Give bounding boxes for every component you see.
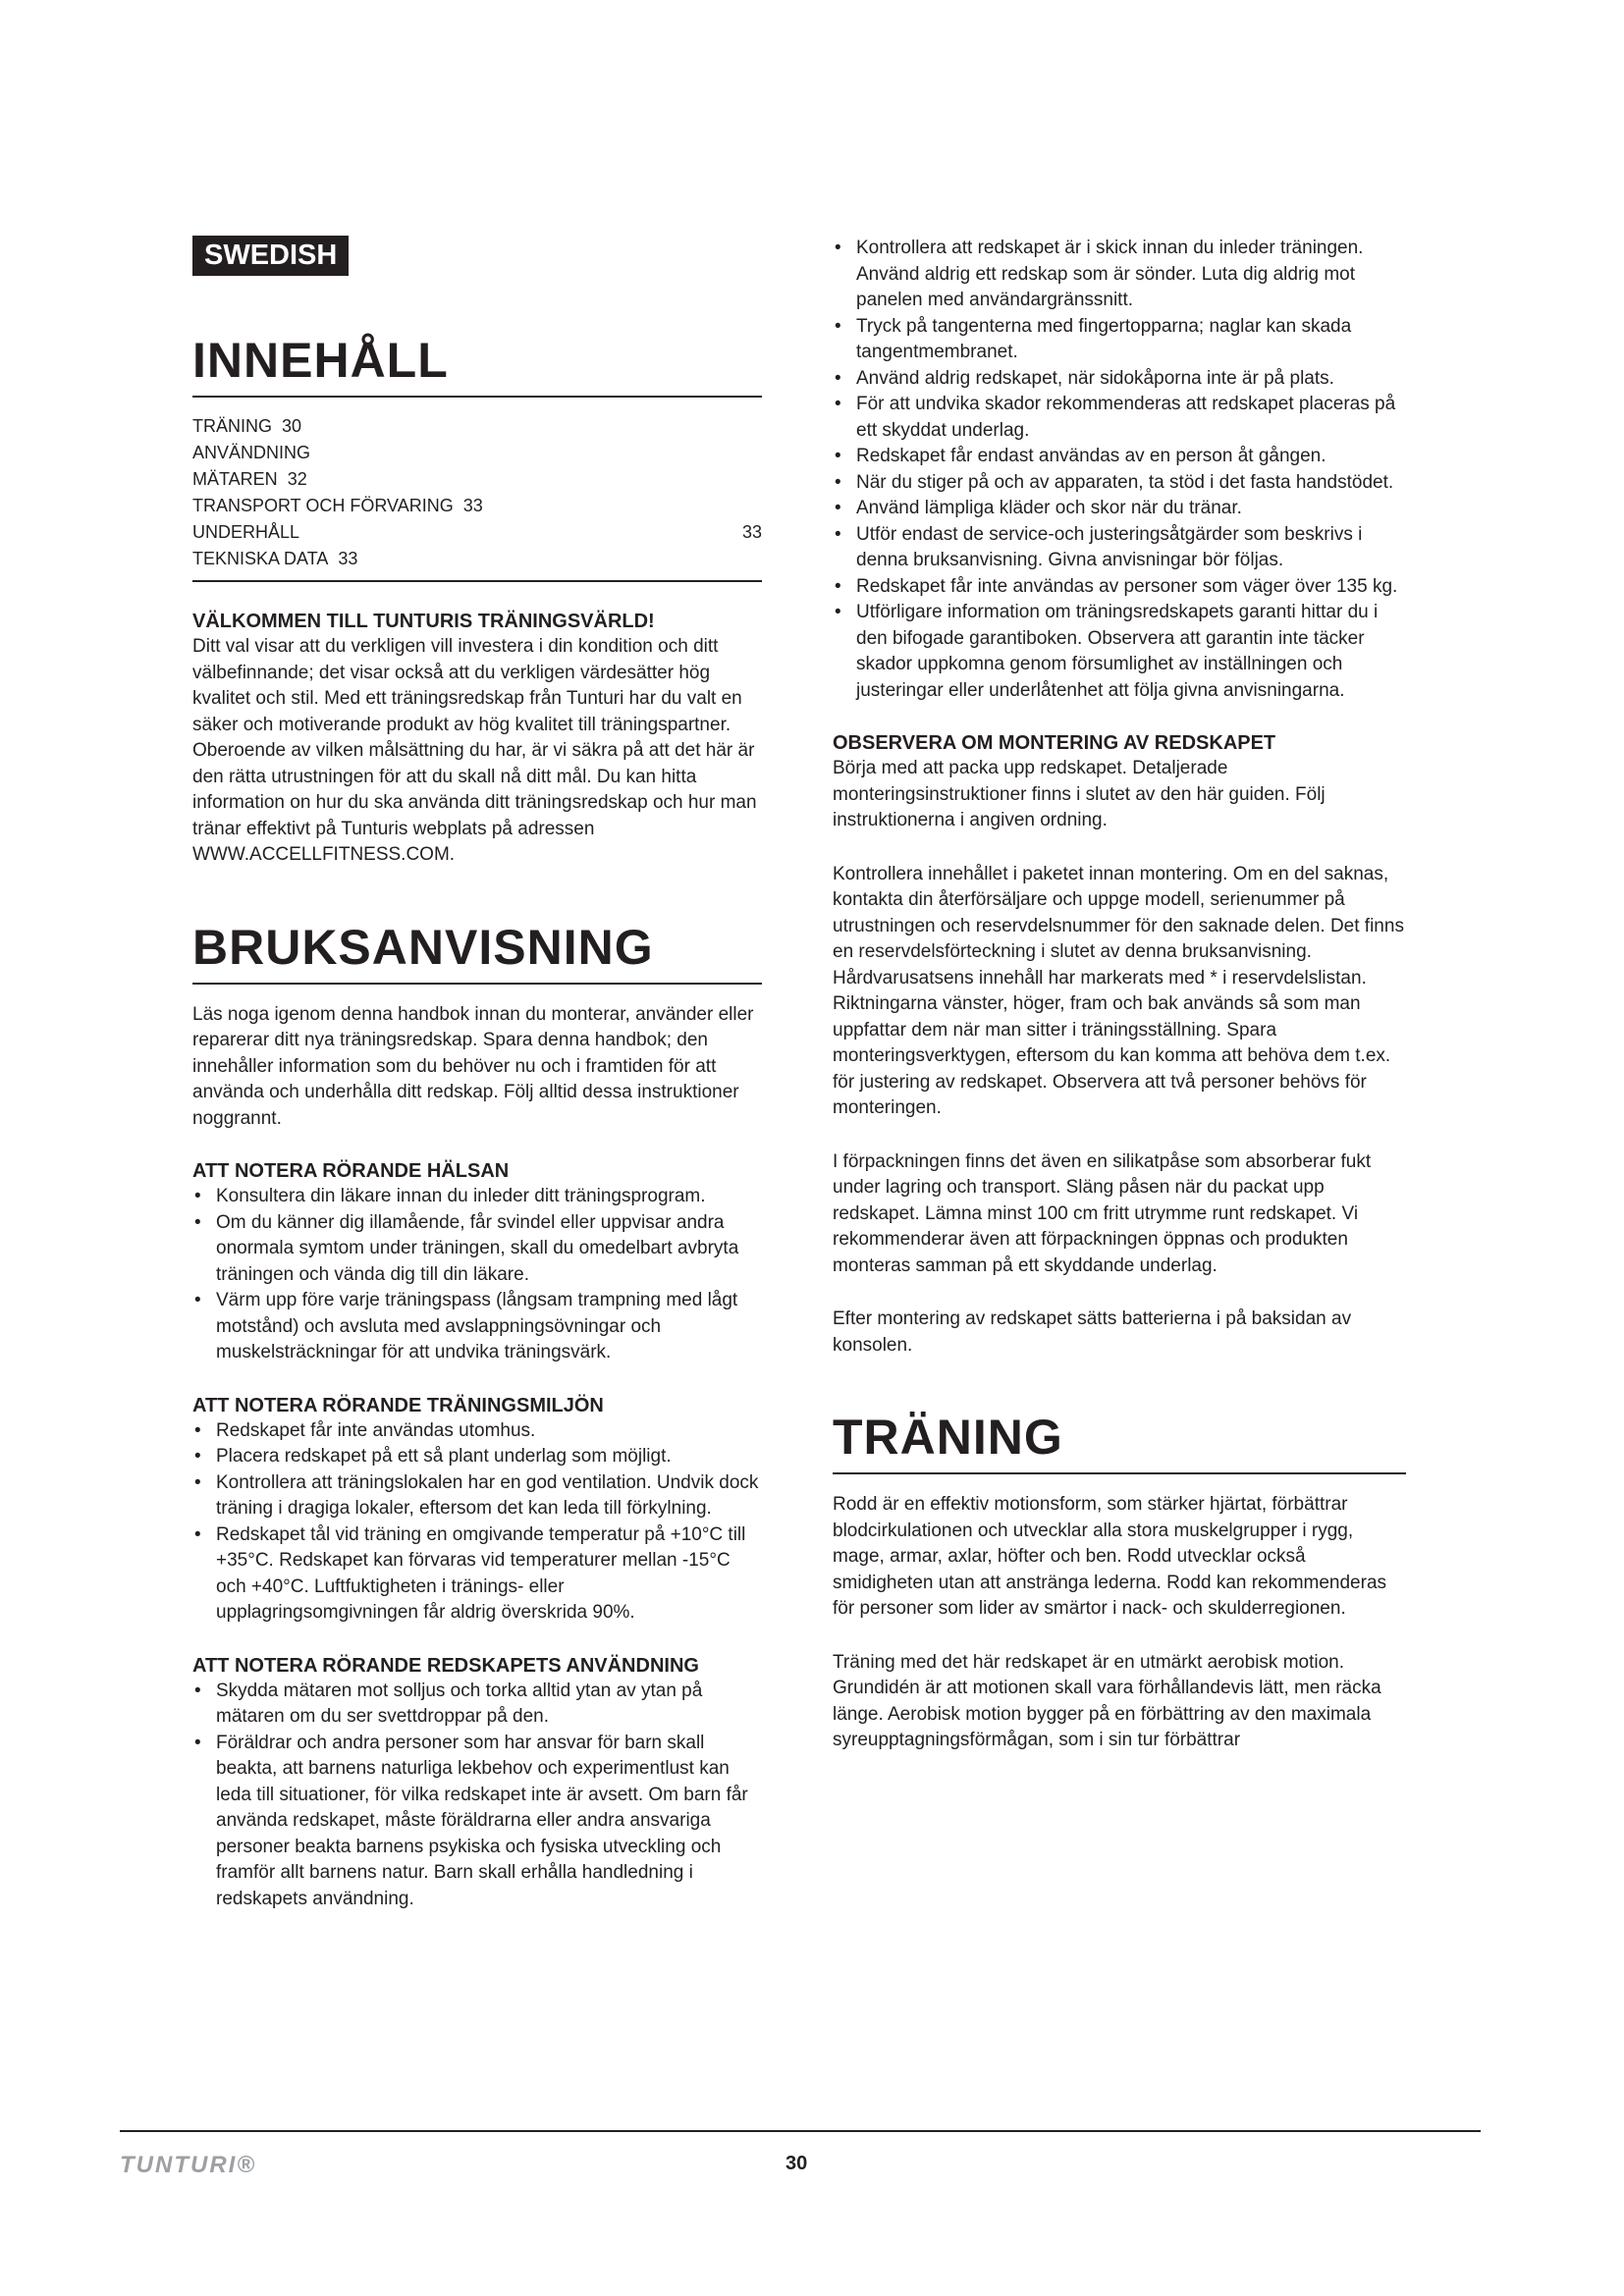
language-tag: SWEDISH (192, 236, 349, 276)
list-item: • Tryck på tangenterna med fingertopparna; naglar kan skada tangentmembranet. (833, 314, 1406, 366)
list-item: • När du stiger på och av apparaten, ta stöd i det fasta handstödet. (833, 470, 1406, 497)
welcome-heading: VÄLKOMMEN TILL TUNTURIS TRÄNINGSVÄRLD! (192, 611, 655, 632)
list-item: • Redskapet får inte användas av personer som väger över 135 kg. (833, 574, 1406, 601)
right-column (833, 236, 1406, 1754)
environment-list (192, 1418, 762, 1627)
list-item: • Skydda mätaren mot solljus och torka alltid ytan av ytan på mätaren om du ser svettdroppar på den. (192, 1679, 762, 1731)
contents-title: INNEHÅLL (192, 333, 762, 398)
list-item: • Utförligare information om träningsredskapets garanti hittar du i den bifogade garantiboken. Observera att garantin inte täcker skador uppkomna genom försumlighet av inställningen och justeringar eller underlåtenhet att följa givna anvisningarna. (833, 600, 1406, 704)
list-item: • Kontrollera att redskapet är i skick innan du inleder träningen. Använd aldrig ett redskap som är sönder. Luta dig aldrig mot panelen med användargränssnitt. (833, 236, 1406, 314)
list-item: • Föräldrar och andra personer som har ansvar för barn skall beakta, att barnens naturliga lekbehov och experimentlust kan leda till situationer, för vilka redskapet inte är avsett. Om barn får använda redskapet, måste föräldrarna eller andra ansvariga personer beakta barnens psykiska och fysiska utveckling och framför allt barnens natur. Barn skall erhålla handledning i redskapets användning. (192, 1731, 762, 1913)
assembly-paragraph: I förpackningen finns det även en silikatpåse som absorberar fukt under lagring och transport. Släng påsen när du packat upp redskapet. Lämna minst 100 cm fritt utrymme runt redskapet. Vi rekommenderar även att förpackningen öppnas och produkten monteras samman på ett skyddande underlag. (833, 1150, 1372, 1276)
list-item: • Konsultera din läkare innan du inleder ditt träningsprogram. (192, 1184, 762, 1210)
footer-divider (120, 2130, 1481, 2132)
list-item: • Redskapet tål vid träning en omgivande temperatur på +10°C till +35°C. Redskapet kan förvaras vid temperaturer mellan -15°C och +40°C. Luftfuktigheten i tränings- eller upplagringsomgivningen får aldrig överskrida 90%. (192, 1522, 762, 1627)
manual-intro: Läs noga igenom denna handbok innan du monterar, använder eller reparerar ditt nya träningsredskap. Spara denna handbok; den innehåller information som du behöver nu och i framtiden för att använda och underhålla ditt redskap. Följ alltid dessa instruktioner noggrannt. (192, 1003, 754, 1129)
left-column (192, 236, 762, 1912)
training-paragraph: Rodd är en effektiv motionsform, som stärker hjärtat, förbättrar blodcirkulationen och utvecklar alla stora muskelgrupper i rygg, mage, armar, axlar, höfter och ben. Rodd utvecklar också smidigheten utan att anstränga lederna. Rodd kan rekommenderas för personer som lider av smärtor i nack- och skulderregionen. (833, 1494, 1387, 1619)
page-number: 30 (785, 2153, 808, 2174)
list-item: • Redskapet får endast användas av en person åt gången. (833, 444, 1406, 470)
assembly-paragraph: Kontrollera innehållet i paketet innan montering. Om en del saknas, kontakta din återförsäljare och uppge modell, serienummer på utrustningen och reservdelsnummer för den saknade delen. Det finns en reservdelsförteckning i slutet av denna bruksanvisning. Hårdvarusatsens innehåll har markerats med * i reservdelslistan. Riktningarna vänster, höger, fram och bak används så som man uppfattar dem när man sitter i träningsställning. Spara monteringsverktygen, eftersom du kan komma att behöva dem t.ex. för justering av redskapet. Observera att två personer behövs för monteringen. (833, 863, 1404, 1118)
assembly-heading: OBSERVERA OM MONTERING AV REDSKAPET (833, 732, 1276, 754)
assembly-paragraph: Efter montering av redskapet sätts batterierna i på baksidan av konsolen. (833, 1308, 1352, 1356)
toc-row[interactable]: ANVÄNDNING (192, 443, 311, 462)
health-heading: ATT NOTERA RÖRANDE HÄLSAN (192, 1160, 510, 1182)
list-item: • Utför endast de service-och justeringsåtgärder som beskrivs i denna bruksanvisning. Givna anvisningar bör följas. (833, 522, 1406, 574)
list-item: • Placera redskapet på ett så plant underlag som möjligt. (192, 1444, 762, 1470)
training-paragraph: Träning med det här redskapet är en utmärkt aerobisk motion. Grundidén är att motionen skall vara förhållandevis lätt, men räcka länge. Aerobisk motion bygger på en förbättring av den maximala syreupptagningsförmågan, som i sin tur förbättrar (833, 1651, 1381, 1750)
usage-heading: ATT NOTERA RÖRANDE REDSKAPETS ANVÄNDNING (192, 1654, 699, 1677)
environment-heading: ATT NOTERA RÖRANDE TRÄNINGSMILJÖN (192, 1394, 604, 1416)
tunturi-logo: TUNTURI® (120, 2152, 256, 2178)
usage-list-part1 (192, 1679, 762, 1913)
toc-row[interactable]: TEKNISKA DATA 33 (192, 549, 358, 568)
manual-title: BRUKSANVISNING (192, 920, 762, 985)
training-title: TRÄNING (833, 1410, 1406, 1474)
toc-row[interactable]: TRÄNING 30 (192, 416, 302, 436)
toc-row[interactable]: TRANSPORT OCH FÖRVARING 33 (192, 496, 483, 515)
list-item: • För att undvika skador rekommenderas att redskapet placeras på ett skyddat underlag. (833, 392, 1406, 444)
list-item: • Använd lämpliga kläder och skor när du tränar. (833, 496, 1406, 522)
welcome-text: Ditt val visar att du verkligen vill investera i din kondition och ditt välbefinnande; det visar också att du verkligen värdesätter hög kvalitet och stil. Med ett träningsredskap från Tunturi har du valt en säker och motiverande produkt av hög kvalitet till träningspartner. Oberoende av vilken målsättning du har, är vi säkra på att det här är den rätta utrustningen för att du skall nå ditt mål. Du kan hitta information on hur du ska använda ditt träningsredskap och hur man tränar effektivt på Tunturis webplats på adressen WWW.ACCELLFITNESS.COM. (192, 636, 757, 865)
table-of-contents (192, 413, 762, 582)
usage-list-part2 (833, 236, 1406, 704)
health-list (192, 1184, 762, 1366)
toc-row[interactable]: MÄTAREN 32 (192, 469, 307, 489)
list-item: • Kontrollera att träningslokalen har en god ventilation. Undvik dock träning i dragiga lokaler, eftersom det kan leda till förkylning. (192, 1470, 762, 1522)
toc-row[interactable]: UNDERHÅLL 33 (192, 522, 762, 542)
list-item: • Använd aldrig redskapet, när sidokåporna inte är på plats. (833, 366, 1406, 393)
list-item: • Om du känner dig illamående, får svindel eller uppvisar andra onormala symtom under träningen, skall du omedelbart avbryta träningen och vända dig till din läkare. (192, 1210, 762, 1289)
list-item: • Redskapet får inte användas utomhus. (192, 1418, 762, 1445)
assembly-paragraph: Börja med att packa upp redskapet. Detaljerade monteringsinstruktioner finns i slutet av den här guiden. Följ instruktionerna i angiven ordning. (833, 758, 1326, 830)
list-item: • Värm upp före varje träningspass (långsam trampning med lågt motstånd) och avsluta med avslappningsövningar och muskelsträckningar för att undvika träningsvärk. (192, 1288, 762, 1366)
